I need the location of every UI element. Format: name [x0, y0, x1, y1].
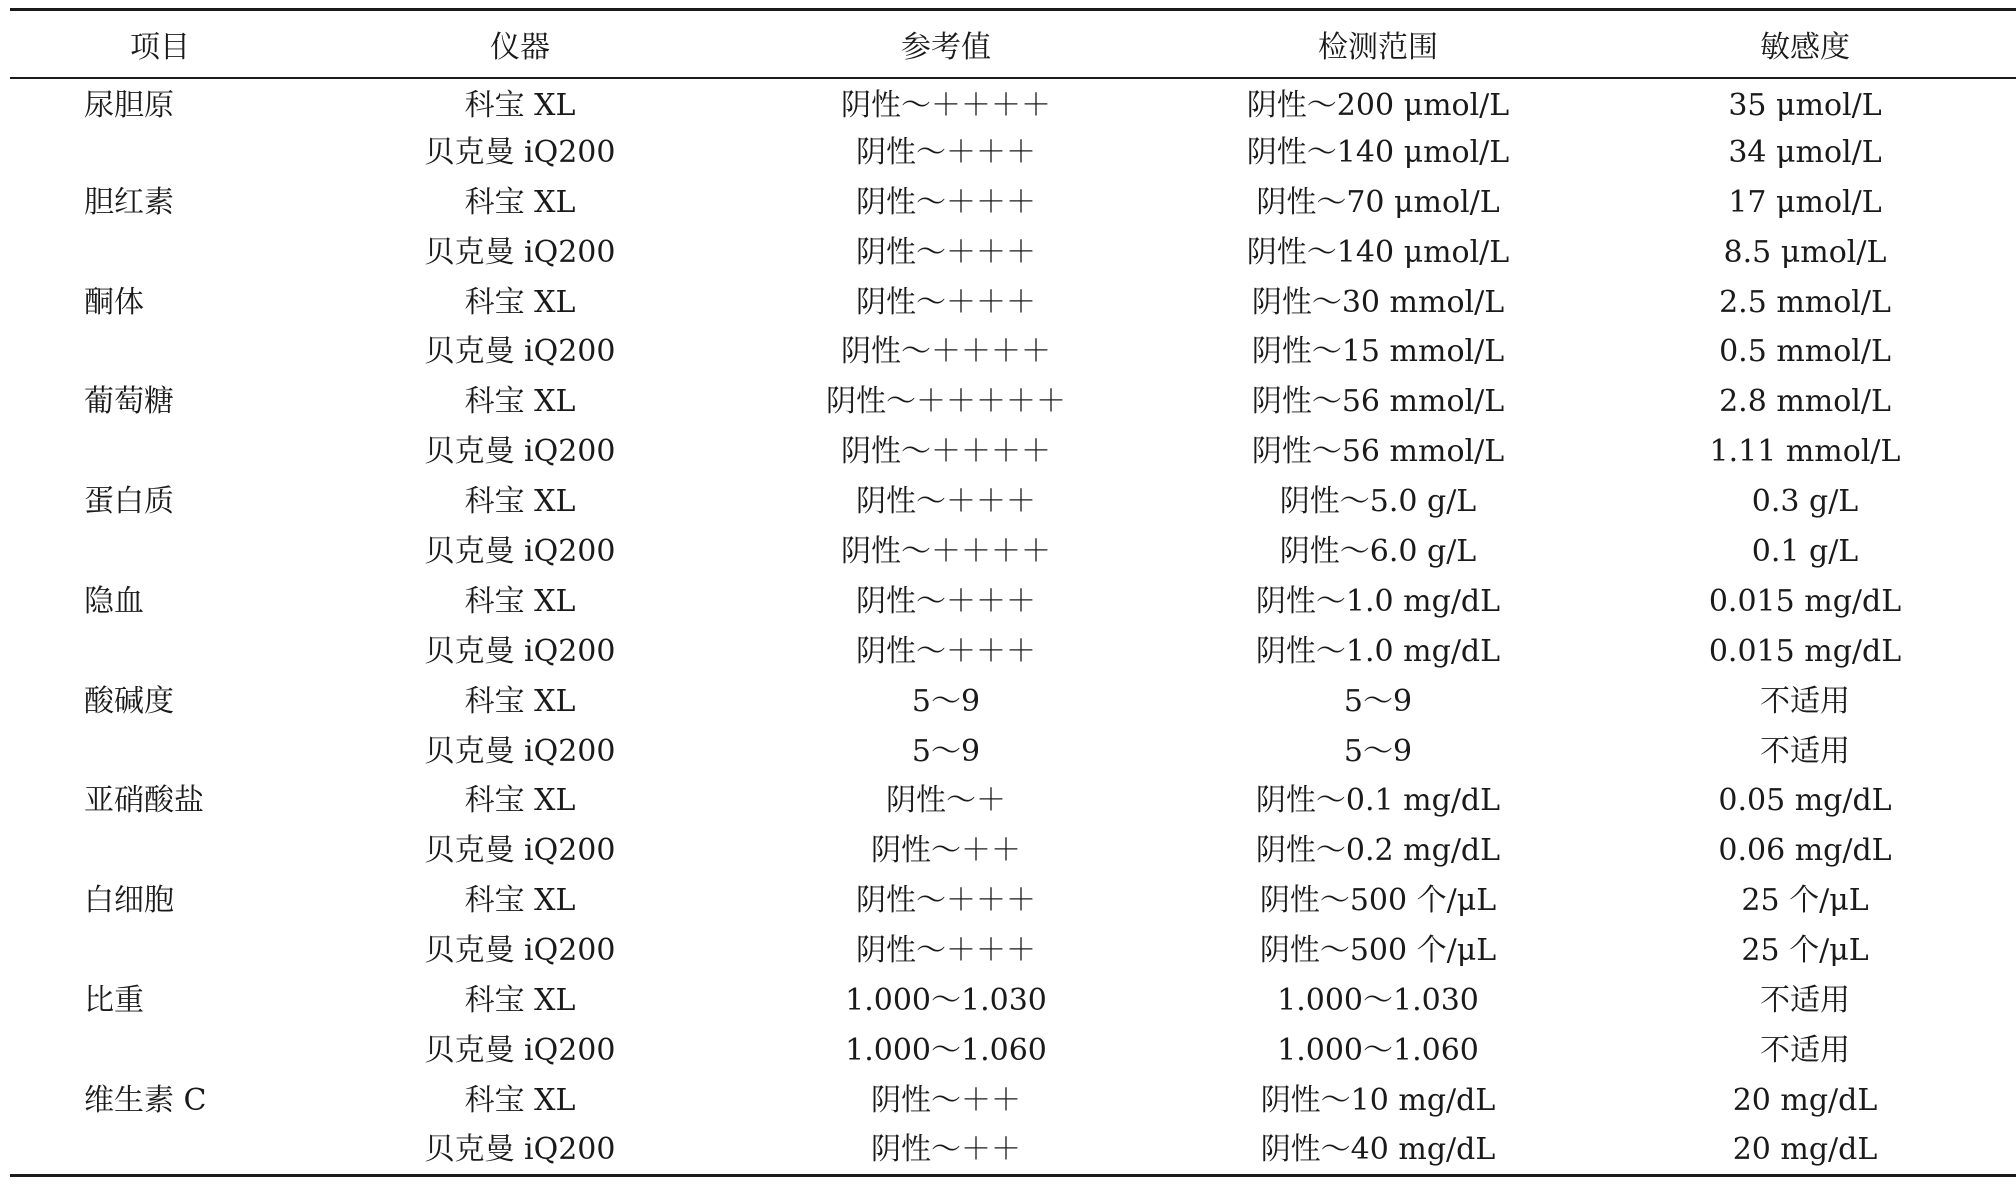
cell-instrument: 贝克曼 iQ200: [424, 1131, 616, 1167]
cell-item: [10, 527, 310, 577]
cell-reference: 阴性～＋＋＋: [856, 134, 1036, 170]
table-row: [10, 727, 2016, 777]
cell-instrument: 科宝 XL: [464, 683, 576, 719]
cell-item: [10, 826, 310, 876]
cell-reference: 阴性～＋＋＋: [856, 284, 1036, 320]
header-sensitivity: 敏感度: [1760, 30, 1850, 65]
table-row: [10, 278, 2016, 328]
cell-instrument: 贝克曼 iQ200: [424, 334, 616, 370]
cell-item: 亚硝酸盐: [84, 783, 204, 819]
cell-range: 阴性～10 mg/dL: [1260, 1082, 1496, 1118]
cell-range: 阴性～15 mmol/L: [1251, 334, 1505, 370]
table-row: [10, 377, 2016, 427]
header-instrument: 仪器: [490, 30, 550, 65]
cell-item: 酮体: [84, 284, 144, 320]
cell-sensitivity: 17 μmol/L: [1728, 184, 1882, 220]
cell-instrument: 科宝 XL: [464, 88, 576, 124]
cell-item: [10, 427, 310, 477]
cell-sensitivity: 不适用: [1760, 683, 1850, 719]
cell-range: 阴性～6.0 g/L: [1279, 533, 1477, 569]
table-row: [10, 1076, 2016, 1126]
cell-instrument: 科宝 XL: [464, 583, 576, 619]
cell-reference: 1.000～1.030: [845, 982, 1047, 1018]
cell-sensitivity: 0.3 g/L: [1751, 484, 1859, 520]
cell-range: 阴性～30 mmol/L: [1251, 284, 1505, 320]
cell-sensitivity: 0.015 mg/dL: [1708, 633, 1902, 669]
cell-instrument: 科宝 XL: [464, 284, 576, 320]
cell-instrument: 贝克曼 iQ200: [424, 134, 616, 170]
cell-range: 5～9: [1343, 733, 1413, 769]
table-row: [10, 477, 2016, 527]
cell-range: 阴性～70 μmol/L: [1256, 184, 1500, 220]
table-body: [10, 78, 2016, 1176]
table-row: [10, 976, 2016, 1026]
cell-item: [10, 327, 310, 377]
cell-sensitivity: 0.5 mmol/L: [1719, 334, 1891, 370]
cell-reference: 阴性～＋＋＋: [856, 583, 1036, 619]
table-row: [10, 776, 2016, 826]
spec-table-container: [10, 8, 2016, 1177]
cell-range: 阴性～500 个/μL: [1259, 933, 1497, 969]
cell-sensitivity: 0.05 mg/dL: [1718, 783, 1892, 819]
cell-range: 5～9: [1343, 683, 1413, 719]
cell-range: 阴性～1.0 mg/dL: [1255, 633, 1501, 669]
cell-item: 比重: [84, 982, 144, 1018]
cell-sensitivity: 34 μmol/L: [1728, 134, 1882, 170]
cell-range: 阴性～140 μmol/L: [1246, 234, 1510, 270]
cell-sensitivity: 25 个/μL: [1741, 883, 1869, 919]
table-row: [10, 228, 2016, 278]
cell-instrument: 科宝 XL: [464, 1082, 576, 1118]
cell-instrument: 贝克曼 iQ200: [424, 533, 616, 569]
cell-range: 阴性～40 mg/dL: [1260, 1131, 1496, 1167]
cell-instrument: 科宝 XL: [464, 184, 576, 220]
cell-reference: 阴性～＋＋＋＋: [841, 533, 1051, 569]
header-row: [10, 10, 2016, 79]
cell-sensitivity: 25 个/μL: [1741, 933, 1869, 969]
cell-range: 阴性～5.0 g/L: [1279, 484, 1477, 520]
cell-sensitivity: 不适用: [1760, 733, 1850, 769]
cell-item: [10, 727, 310, 777]
cell-sensitivity: 0.1 g/L: [1751, 533, 1859, 569]
cell-reference: 阴性～＋: [886, 783, 1006, 819]
table-row: [10, 327, 2016, 377]
table-row: [10, 178, 2016, 228]
cell-range: 阴性～200 μmol/L: [1246, 88, 1510, 124]
header-reference: 参考值: [901, 30, 991, 65]
table-row: [10, 577, 2016, 627]
cell-range: 阴性～500 个/μL: [1259, 883, 1497, 919]
cell-item: [10, 1126, 310, 1176]
cell-item: 葡萄糖: [84, 384, 174, 420]
cell-item: [10, 627, 310, 677]
cell-item: 隐血: [84, 583, 144, 619]
cell-reference: 阴性～＋＋: [871, 1131, 1021, 1167]
table-row: [10, 128, 2016, 178]
cell-reference: 阴性～＋＋＋＋: [841, 334, 1051, 370]
cell-range: 阴性～1.0 mg/dL: [1255, 583, 1501, 619]
cell-range: 阴性～56 mmol/L: [1251, 384, 1505, 420]
cell-sensitivity: 1.11 mmol/L: [1709, 434, 1901, 470]
cell-instrument: 科宝 XL: [464, 484, 576, 520]
cell-sensitivity: 2.5 mmol/L: [1719, 284, 1891, 320]
table-row: [10, 1126, 2016, 1176]
cell-sensitivity: 20 mg/dL: [1732, 1082, 1878, 1118]
table-row: [10, 427, 2016, 477]
header-range: 检测范围: [1318, 30, 1438, 65]
cell-item: 蛋白质: [84, 484, 174, 520]
cell-reference: 阴性～＋＋＋: [856, 633, 1036, 669]
cell-reference: 阴性～＋＋＋: [856, 883, 1036, 919]
table-row: [10, 527, 2016, 577]
cell-reference: 阴性～＋＋＋: [856, 933, 1036, 969]
header-item: 项目: [130, 30, 190, 65]
table-row: [10, 78, 2016, 128]
cell-item: 胆红素: [84, 184, 174, 220]
cell-instrument: 贝克曼 iQ200: [424, 733, 616, 769]
cell-sensitivity: 8.5 μmol/L: [1723, 234, 1887, 270]
table-row: [10, 876, 2016, 926]
cell-range: 1.000～1.060: [1277, 1032, 1479, 1068]
cell-item: [10, 228, 310, 278]
cell-reference: 阴性～＋＋＋＋: [841, 434, 1051, 470]
cell-reference: 5～9: [911, 683, 981, 719]
cell-range: 1.000～1.030: [1277, 982, 1479, 1018]
table-row: [10, 926, 2016, 976]
cell-reference: 阴性～＋＋＋＋＋: [826, 384, 1066, 420]
cell-instrument: 科宝 XL: [464, 384, 576, 420]
cell-item: 酸碱度: [84, 683, 174, 719]
cell-reference: 阴性～＋＋＋: [856, 234, 1036, 270]
table-row: [10, 627, 2016, 677]
cell-instrument: 贝克曼 iQ200: [424, 633, 616, 669]
cell-instrument: 贝克曼 iQ200: [424, 434, 616, 470]
table-row: [10, 1026, 2016, 1076]
spec-table: [10, 8, 2016, 1177]
table-row: [10, 826, 2016, 876]
cell-reference: 阴性～＋＋＋: [856, 184, 1036, 220]
cell-reference: 5～9: [911, 733, 981, 769]
cell-instrument: 贝克曼 iQ200: [424, 1032, 616, 1068]
cell-range: 阴性～0.2 mg/dL: [1255, 833, 1501, 869]
cell-reference: 阴性～＋＋＋: [856, 484, 1036, 520]
cell-instrument: 贝克曼 iQ200: [424, 234, 616, 270]
cell-range: 阴性～56 mmol/L: [1251, 434, 1505, 470]
cell-sensitivity: 不适用: [1760, 982, 1850, 1018]
cell-instrument: 贝克曼 iQ200: [424, 933, 616, 969]
cell-sensitivity: 20 mg/dL: [1732, 1131, 1878, 1167]
cell-range: 阴性～140 μmol/L: [1246, 134, 1510, 170]
cell-sensitivity: 2.8 mmol/L: [1719, 384, 1891, 420]
cell-reference: 1.000～1.060: [845, 1032, 1047, 1068]
cell-sensitivity: 35 μmol/L: [1728, 88, 1882, 124]
cell-item: 尿胆原: [84, 88, 174, 124]
cell-item: [10, 1026, 310, 1076]
cell-instrument: 科宝 XL: [464, 783, 576, 819]
table-row: [10, 677, 2016, 727]
cell-range: 阴性～0.1 mg/dL: [1255, 783, 1501, 819]
cell-reference: 阴性～＋＋: [871, 1082, 1021, 1118]
cell-item: [10, 926, 310, 976]
cell-item: [10, 128, 310, 178]
cell-item: 白细胞: [84, 883, 174, 919]
cell-sensitivity: 0.015 mg/dL: [1708, 583, 1902, 619]
cell-item: 维生素 C: [84, 1082, 207, 1118]
cell-sensitivity: 不适用: [1760, 1032, 1850, 1068]
cell-instrument: 科宝 XL: [464, 883, 576, 919]
cell-instrument: 科宝 XL: [464, 982, 576, 1018]
cell-reference: 阴性～＋＋: [871, 833, 1021, 869]
cell-sensitivity: 0.06 mg/dL: [1718, 833, 1892, 869]
cell-reference: 阴性～＋＋＋＋: [841, 88, 1051, 124]
cell-instrument: 贝克曼 iQ200: [424, 833, 616, 869]
table-header: [10, 10, 2016, 79]
